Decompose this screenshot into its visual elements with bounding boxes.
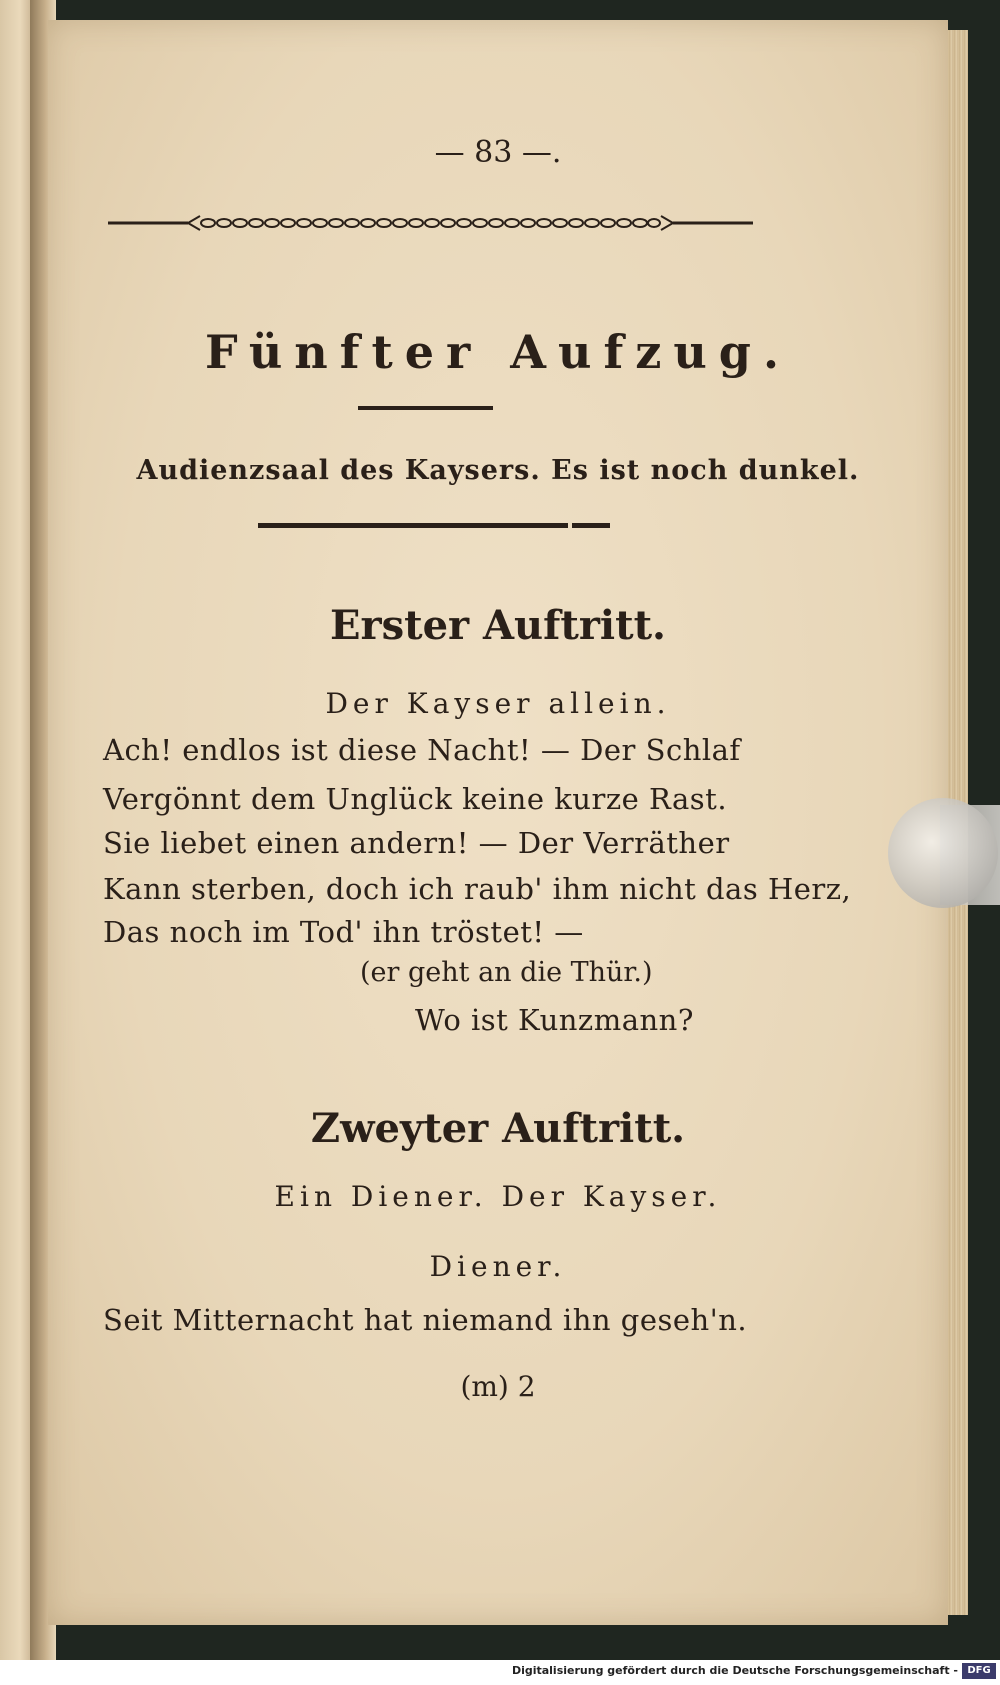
act-title: Fünfter Aufzug. bbox=[205, 325, 791, 379]
verse-line: Vergönnt dem Unglück keine kurze Rast. bbox=[103, 782, 728, 816]
page-clip bbox=[888, 798, 998, 908]
footer-credit: Digitalisierung gefördert durch die Deutsche Forschungsgemeinschaft - bbox=[511, 1664, 958, 1677]
verse-line: Das noch im Tod' ihn tröstet! — bbox=[103, 915, 584, 949]
verse-line: Seit Mitternacht hat niemand ihn geseh'n. bbox=[103, 1303, 748, 1337]
scene1-cast: Der Kayser allein. bbox=[325, 687, 671, 720]
verse-line: Ach! endlos ist diese Nacht! — Der Schlaf bbox=[103, 733, 741, 767]
section-divider bbox=[258, 523, 568, 528]
printer-signature: (m) 2 bbox=[460, 1370, 536, 1403]
scene-setting: Audienzsaal des Kaysers. Es ist noch dunkel. bbox=[136, 455, 860, 486]
scene2-title: Zweyter Auftritt. bbox=[310, 1105, 686, 1152]
section-divider-end bbox=[572, 523, 610, 528]
speaker-name: Diener. bbox=[429, 1250, 567, 1283]
stage-direction: (er geht an die Thür.) bbox=[360, 957, 653, 988]
page-number: — 83 —. bbox=[434, 135, 562, 170]
ornamental-divider bbox=[108, 212, 753, 234]
verse-line: Sie liebet einen andern! — Der Verräther bbox=[103, 826, 730, 860]
verse-line: Kann sterben, doch ich raub' ihm nicht das Herz, bbox=[103, 872, 852, 906]
footer-bar bbox=[0, 1660, 1000, 1685]
scene2-cast: Ein Diener. Der Kayser. bbox=[274, 1180, 722, 1213]
dfg-logo: DFG bbox=[962, 1663, 996, 1679]
scene1-title: Erster Auftritt. bbox=[330, 602, 666, 649]
title-underline bbox=[358, 406, 493, 410]
verse-line-last: Wo ist Kunzmann? bbox=[415, 1003, 694, 1037]
